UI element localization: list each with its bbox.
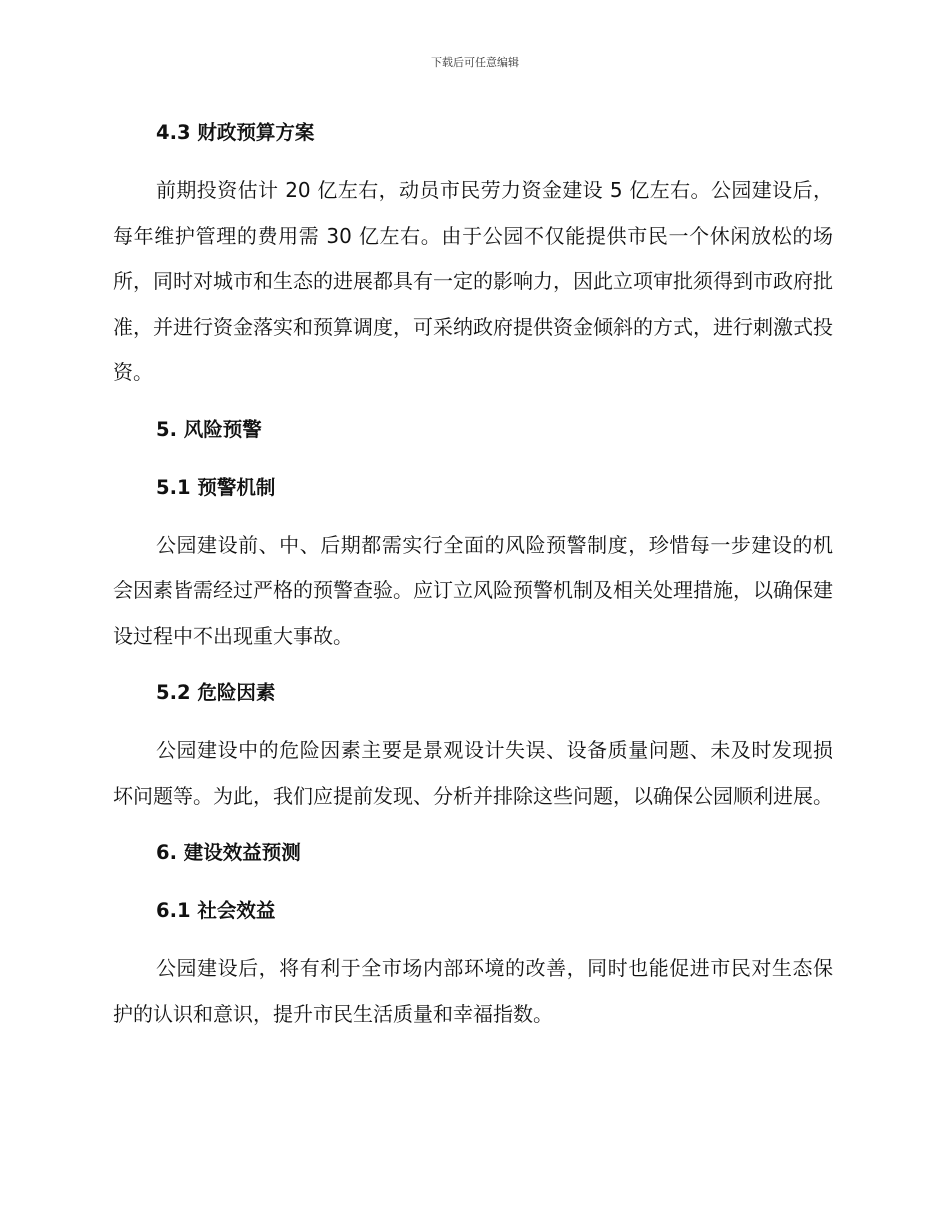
section-paragraph-4-3: 前期投资估计 20 亿左右，动员市民劳力资金建设 5 亿左右。公园建设后，每年维护管理的费用需 30 亿左右。由于公园不仅能提供市民一个休闲放松的场所，同时对城市和生态的进展都具有一定的影响力，因此立项审批须得到市政府批准，并进行资金落实和预算调度，可采纳政府提供资金倾斜的方式，进行刺激式投资。 — [113, 178, 833, 384]
section-heading-6-1: 6.1 社会效益 — [156, 899, 276, 922]
section-heading-6: 6. 建设效益预测 — [156, 841, 301, 864]
document-body — [113, 110, 833, 1048]
section-paragraph-5-2: 公园建设中的危险因素主要是景观设计失误、设备质量问题、未及时发现损坏问题等。为此，我们应提前发现、分析并排除这些问题，以确保公园顺利进展。 — [113, 738, 833, 808]
section-heading-5: 5. 风险预警 — [156, 417, 262, 441]
section-heading-5-2: 5.2 危险因素 — [156, 681, 276, 704]
section-heading-4-3: 4.3 财政预算方案 — [156, 121, 315, 144]
page-header-note: 下载后可任意编辑 — [431, 56, 519, 69]
section-paragraph-6-1: 公园建设后，将有利于全市场内部环境的改善，同时也能促进市民对生态保护的认识和意识，提升市民生活质量和幸福指数。 — [113, 956, 833, 1026]
section-heading-5-1: 5.1 预警机制 — [156, 475, 276, 499]
section-paragraph-5-1: 公园建设前、中、后期都需实行全面的风险预警制度，珍惜每一步建设的机会因素皆需经过严格的预警查验。应订立风险预警机制及相关处理措施，以确保建设过程中不出现重大事故。 — [113, 532, 833, 648]
